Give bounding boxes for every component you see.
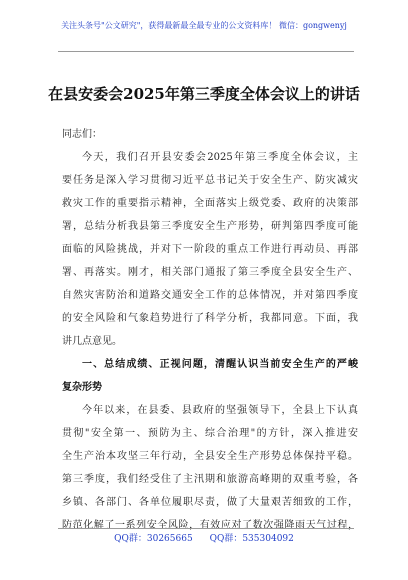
footer-qq-group-1: QQ群：30265665 [114, 534, 193, 544]
document-title: 在县安委会2025年第三季度全体会议上的讲话 [48, 85, 360, 103]
section-heading: 复杂形势 [62, 382, 102, 393]
paragraph-line: 自然灾害防治和道路交通安全工作的总体情况，并对第四季度 [62, 290, 358, 301]
paragraph-line: 署，总结分析我县第三季度安全生产形势，研判第四季度可能 [62, 221, 358, 232]
paragraph-line: 救灾工作的重要指示精神，全面落实上级党委、政府的决策部 [62, 198, 358, 209]
salutation: 同志们： [62, 129, 102, 140]
paragraph-line: 讲几点意见。 [62, 336, 122, 347]
paragraph-line: 要任务是深入学习贯彻习近平总书记关于安全生产、防灾减灾 [62, 175, 358, 186]
footer-divider [58, 528, 354, 529]
paragraph-line: 今年以来，在县委、县政府的坚强领导下，全县上下认真 [82, 405, 358, 416]
paragraph-line: 第三季度，我们经受住了主汛期和旅游高峰期的双重考验，各 [62, 474, 358, 485]
section-heading: 一、总结成绩、正视问题，清醒认识当前安全生产的严峻 [82, 359, 358, 370]
paragraph-line: 今天，我们召开县安委会2025年第三季度全体会议，主 [82, 152, 358, 163]
paragraph-line: 贯彻"安全第一、预防为主、综合治理"的方针，深入推进安 [62, 428, 358, 439]
paragraph-line: 署、再落实。刚才，相关部门通报了第三季度全县安全生产、 [62, 267, 358, 278]
document-body [62, 123, 358, 537]
footer-contacts [0, 533, 408, 545]
paragraph-line: 全生产治本攻坚三年行动，全县安全生产形势总体保持平稳。 [62, 451, 358, 462]
header-note: 关注头条号"公文研究"，获得最新最全最专业的公文资料库！ 微信：gongwenyj [61, 21, 347, 30]
header-divider [58, 51, 354, 52]
paragraph-line: 乡镇、各部门、各单位履职尽责，做了大量艰苦细致的工作， [62, 497, 358, 508]
paragraph-line: 的安全风险和气象趋势进行了科学分析，我都同意。下面，我 [62, 313, 358, 324]
footer-qq-group-2: QQ群：535304092 [209, 534, 294, 544]
paragraph-line: 防范化解了一系列安全风险，有效应对了数次强降雨天气过程， [62, 520, 358, 531]
paragraph-line: 面临的风险挑战，并对下一阶段的重点工作进行再动员、再部 [62, 244, 358, 255]
